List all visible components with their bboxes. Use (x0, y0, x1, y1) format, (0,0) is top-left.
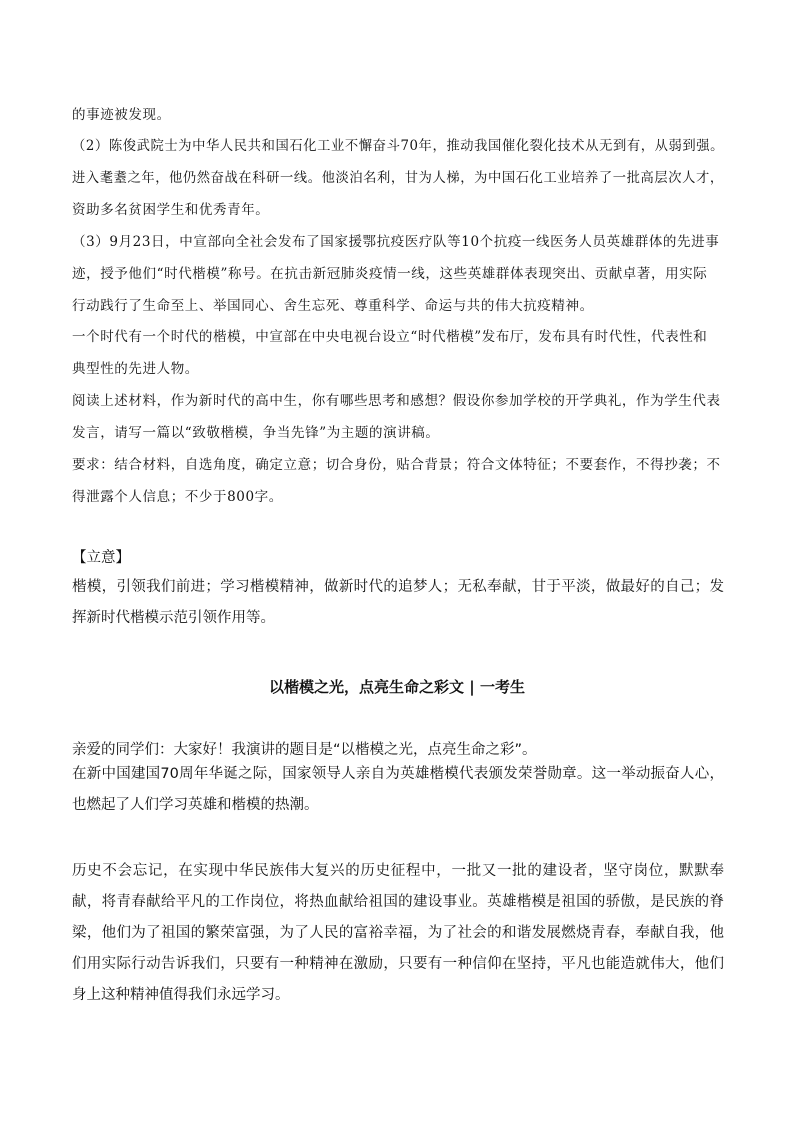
prompt-line: 迹，授予他们“时代楷模”称号。在抗击新冠肺炎疫情一线，这些英雄群体表现突出、贡献卓著，用实际 (72, 266, 708, 282)
essay-title: 以楷模之光，点亮生命之彩文 | 一考生 (269, 678, 525, 696)
prompt-line: 发言，请写一篇以“致敬楷模，争当先锋”为主题的演讲稿。 (72, 425, 440, 441)
prompt-line: 得泄露个人信息；不少于800字。 (72, 489, 283, 505)
prompt-line: 典型性的先进人物。 (72, 361, 199, 377)
prompt-line: （2）陈俊武院士为中华人民共和国石化工业不懈奋斗70年，推动我国催化裂化技术从无到有，从弱到强。 (72, 138, 725, 154)
prompt-line: （3）9月23日，中宣部向全社会发布了国家援鄂抗疫医疗队等10个抗疫一线医务人员英雄群体的先进事 (72, 234, 720, 250)
idea-heading: 【立意】 (72, 550, 130, 566)
idea-text: 楷模，引领我们前进；学习楷模精神，做新时代的追梦人；无私奉献，甘于平淡，做最好的自己；发挥新时代楷模示范引领作用等。 (72, 579, 724, 626)
prompt-line: 资助多名贫困学生和优秀青年。 (72, 202, 270, 218)
prompt-line: 一个时代有一个时代的楷模，中宣部在中央电视台设立“时代楷模”发布厅，发布具有时代性，代表性和 (72, 329, 708, 345)
prompt-line: 的事迹被发现。 (72, 107, 171, 123)
prompt-line: 进入耄耋之年，他仍然奋战在科研一线。他淡泊名利，甘为人梯，为中国石化工业培养了一批高层次人才， (72, 170, 724, 186)
prompt-line: 阅读上述材料，作为新时代的高中生，你有哪些思考和感想？假设你参加学校的开学典礼，作为学生代表 (72, 393, 721, 409)
essay-paragraph: 历史不会忘记，在实现中华民族伟大复兴的历史征程中，一批又一批的建设者，坚守岗位，默默奉献，将青春献给平凡的工作岗位，将热血献给祖国的建设事业。英雄楷模是祖国的骄傲，是民族的脊梁，他们为了祖国的繁荣富强，为了人民的富裕幸福，为了社会的和谐发展燃烧青春，奉献自我，他们用实际行动告诉我们，只要有一种精神在激励，只要有一种信仰在坚持，平凡也能造就伟大，他们身上这种精神值得我们永远学习。 (72, 863, 724, 1003)
prompt-line: 行动践行了生命至上、举国同心、舍生忘死、尊重科学、命运与共的伟大抗疫精神。 (72, 298, 594, 314)
essay-paragraph: 亲爱的同学们：大家好！我演讲的题目是“以楷模之光，点亮生命之彩”。 (72, 742, 537, 758)
essay-paragraph: 在新中国建国70周年华诞之际，国家领导人亲自为英雄楷模代表颁发荣誉勋章。这一举动振奋人心，也燃起了人们学习英雄和楷模的热潮。 (72, 766, 724, 813)
prompt-line: 要求：结合材料，自选角度，确定立意；切合身份，贴合背景；符合文体特征；不要套作，不得抄袭；不 (72, 457, 721, 473)
